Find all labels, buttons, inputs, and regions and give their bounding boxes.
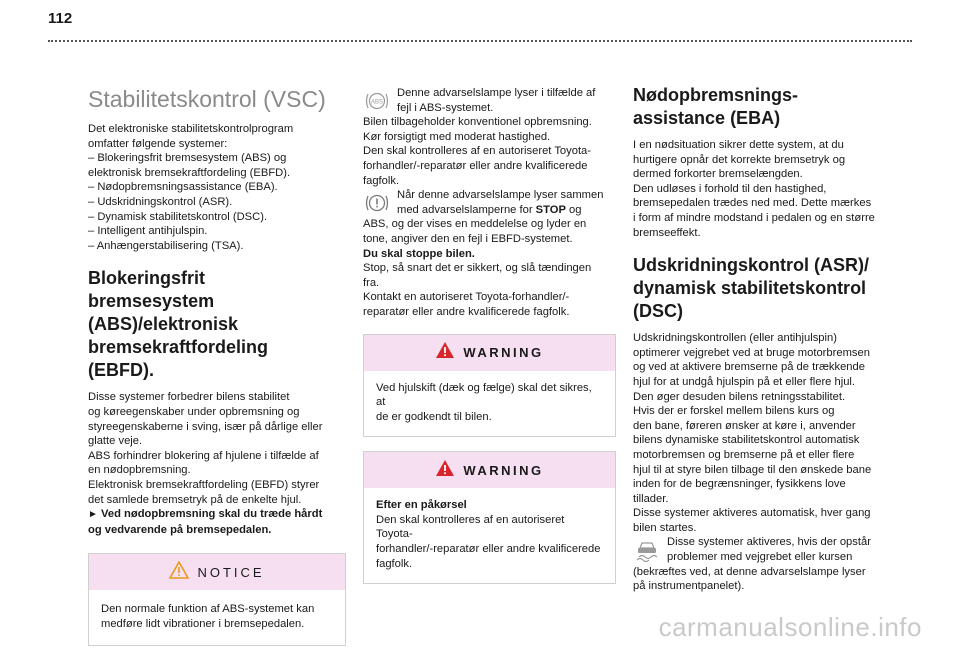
text-line: (bekræftes ved, at denne advarselslampe lyser — [633, 565, 866, 578]
notice-label: NOTICE — [197, 564, 265, 580]
column-1 — [88, 80, 346, 646]
text-line: reparatør eller andre kvalificerede fagfolk. — [363, 305, 570, 318]
text-line: tillader. — [633, 492, 669, 505]
heading-line: bremsesystem — [88, 291, 215, 312]
text-line: ABS forhindrer blokering af hjulene i tilfælde af — [88, 449, 319, 462]
text-line: Kør forsigtigt med moderat hastighed. — [363, 130, 551, 143]
column-2 — [363, 86, 616, 584]
text-line: Disse systemer forbedrer bilens stabilitet — [88, 391, 290, 404]
text-line: Stop, så snart det er sikkert, og slå tændingen — [363, 262, 592, 275]
heading-line: (DSC) — [633, 301, 683, 322]
text-line: Når denne advarselslampe lyser sammen — [397, 189, 604, 202]
notice-triangle-icon — [169, 561, 189, 584]
column-3 — [633, 84, 889, 594]
heading-line: Blokeringsfrit — [88, 268, 206, 289]
text-line: Den skal kontrolleres af en autoriseret Toyota- — [363, 145, 592, 158]
text-line: og ved at aktivere bremserne på de trækkende — [633, 361, 865, 374]
heading-line: dynamisk stabilitetskontrol — [633, 278, 867, 299]
text-line: – Dynamisk stabilitetskontrol (DSC). — [88, 210, 268, 223]
text-line: Bilen tilbageholder konventionel opbremsning. — [363, 116, 592, 129]
text-line: I en nødsituation sikrer dette system, at du — [633, 139, 844, 151]
text-line: forhandler/-reparatør eller andre kvalificerede — [363, 159, 588, 172]
text-line: styreegenskaberne i sving, især på dårlige eller — [88, 420, 323, 433]
text-line: Det elektroniske stabilitetskontrolprogram — [88, 123, 294, 135]
text-line: Den udløses i forhold til den hastighed, — [633, 182, 827, 195]
text-line: på instrumentpanelet). — [633, 580, 745, 593]
warning-label: WARNING — [463, 345, 544, 360]
text-line: optimerer vejgrebet ved at bruge motorbremsen — [633, 346, 870, 359]
heading-line: (EBFD). — [88, 360, 154, 381]
text-line: bilens dynamiske stabilitetskontrol automatisk — [633, 434, 860, 447]
heading-line: Nødopbremsnings- — [633, 85, 798, 105]
heading-line: assistance (EBA) — [633, 108, 781, 128]
text-line: – Anhængerstabilisering (TSA). — [88, 239, 244, 252]
text-line: – Intelligent antihjulspin. — [88, 225, 208, 238]
text-line: Denne advarselslampe lyser i tilfælde af — [397, 87, 596, 99]
text-fragment: og — [565, 203, 582, 216]
text-line: de er godkendt til bilen. — [376, 410, 492, 423]
watermark-logo: carmanualsonline.info — [658, 612, 922, 642]
warning-label: WARNING — [463, 462, 544, 478]
text-line: medføre lidt vibrationer i bremsepedalen. — [101, 617, 305, 630]
top-divider — [48, 40, 912, 42]
text-line: ABS, og der vises en meddelelse og lyder en — [363, 218, 587, 231]
text-line: Den øger desuden bilens retningsstabilitet. — [633, 390, 846, 403]
notice-body — [89, 590, 345, 645]
text-line: den bane, føreren ønsker at køre i, anvender — [633, 419, 856, 432]
text-line: Hvis der er forskel mellem bilens kurs og — [633, 405, 835, 418]
text-line: glatte veje. — [88, 435, 143, 448]
heading-line: (ABS)/elektronisk — [88, 314, 239, 335]
text-line: dermed forkorter bremselængden. — [633, 168, 803, 181]
warning-box-collision — [363, 451, 616, 584]
text-line: Disse systemer aktiveres automatisk, hver gang — [633, 507, 871, 520]
brake-warning-lamp-icon — [363, 190, 391, 216]
heading-line: Udskridningskontrol (ASR)/ — [633, 255, 870, 276]
text-line: Ved hjulskift (dæk og fælge) skal det sikres, at — [376, 381, 592, 409]
text-line: og vedvarende på bremsepedalen. — [88, 523, 272, 536]
text-line: elektronisk bremsekraftfordeling (EBFD). — [88, 166, 291, 179]
page-number: 112 — [48, 10, 73, 27]
text-line: fejl i ABS-systemet. — [397, 101, 494, 114]
text-line: hjul til at styre bilen tilbage til den ønskede bane — [633, 463, 872, 476]
text-line: i form af mindre modstand i pedalen og en større — [633, 211, 875, 224]
notice-header — [89, 554, 345, 590]
text-line: hjul for at undgå hjulspin på et eller flere hjul. — [633, 375, 856, 388]
warning-header — [364, 452, 615, 488]
arrow-right-icon: ► — [88, 509, 98, 521]
text-line: fra. — [363, 276, 380, 289]
stop-instruction: Du skal stoppe bilen. — [363, 247, 475, 260]
text-line: bilen startes. — [633, 521, 697, 534]
text-line: Elektronisk bremsekraftfordeling (EBFD) styrer — [88, 478, 320, 491]
text-line: Udskridningskontrollen (eller antihjulspin) — [633, 332, 837, 345]
warning-subheading: Efter en påkørsel — [376, 499, 467, 512]
text-line: inden for de begrænsninger, fysikkens love — [633, 478, 846, 491]
warning-box-wheels — [363, 334, 616, 438]
brake-lamp-paragraph — [363, 188, 616, 319]
dsc-lamp-paragraph — [633, 535, 889, 593]
text-line: Disse systemer aktiveres, hvis der opstår — [667, 536, 871, 549]
text-fragment: med advarselslamperne for — [397, 203, 536, 216]
asr-description — [633, 331, 889, 535]
text-line: bremsepedalen trædes ned med. Dette mærkes — [633, 197, 872, 210]
text-line — [363, 203, 616, 218]
text-line: omfatter følgende systemer: — [88, 137, 228, 150]
text-line: Kontakt en autoriseret Toyota-forhandler/- — [363, 291, 570, 304]
stop-keyword: STOP — [535, 203, 566, 216]
text-line: Den skal kontrolleres af en autoriseret Toyota- — [376, 513, 565, 541]
vsc-intro — [88, 122, 346, 253]
text-line: fagfolk. — [376, 557, 413, 570]
text-line: en nødopbremsning. — [88, 464, 191, 477]
eba-description — [633, 138, 889, 240]
abs-warning-lamp-icon — [363, 88, 391, 114]
text-line: bremseeffekt. — [633, 226, 701, 239]
heading-line: bremsekraftfordeling — [88, 337, 269, 358]
emergency-brake-instruction — [88, 507, 346, 523]
text-line: forhandler/-reparatør eller andre kvalificerede — [376, 543, 601, 556]
heading-eba — [633, 84, 889, 130]
warning-body — [364, 371, 615, 437]
text-line: Ved nødopbremsning skal du træde hårdt — [101, 508, 323, 521]
text-line: det samlede bremsetryk på de enkelte hjul. — [88, 493, 302, 506]
text-line: – Blokeringsfrit bremsesystem (ABS) og — [88, 152, 287, 165]
text-line: og køreegenskaber under opbremsning og — [88, 405, 300, 418]
svg-text:ABS: ABS — [370, 99, 384, 106]
warning-triangle-icon — [435, 459, 455, 482]
text-line: motorbremsen og bremserne på et eller flere — [633, 448, 855, 461]
notice-box — [88, 553, 346, 646]
heading-abs-ebfd — [88, 267, 346, 382]
section-title-vsc: Stabilitetskontrol (VSC) — [88, 86, 326, 112]
text-line: tone, angiver den en fejl i EBFD-systemet. — [363, 232, 573, 245]
text-line: – Nødopbremsningsassistance (EBA). — [88, 181, 278, 194]
warning-header — [364, 335, 615, 371]
warning-triangle-icon — [435, 341, 455, 364]
text-line: Den normale funktion af ABS-systemet kan — [101, 603, 315, 616]
text-line: fagfolk. — [363, 174, 400, 187]
text-line: – Udskridningskontrol (ASR). — [88, 195, 233, 208]
heading-asr-dsc — [633, 254, 889, 323]
abs-lamp-paragraph — [363, 86, 616, 188]
warning-body — [364, 488, 615, 583]
skid-car-warning-lamp-icon — [633, 537, 661, 563]
text-line: hurtigere opnår det korrekte bremsetryk og — [633, 153, 846, 166]
text-line: problemer med vejgrebet eller kursen — [667, 551, 853, 564]
abs-description — [88, 390, 346, 537]
